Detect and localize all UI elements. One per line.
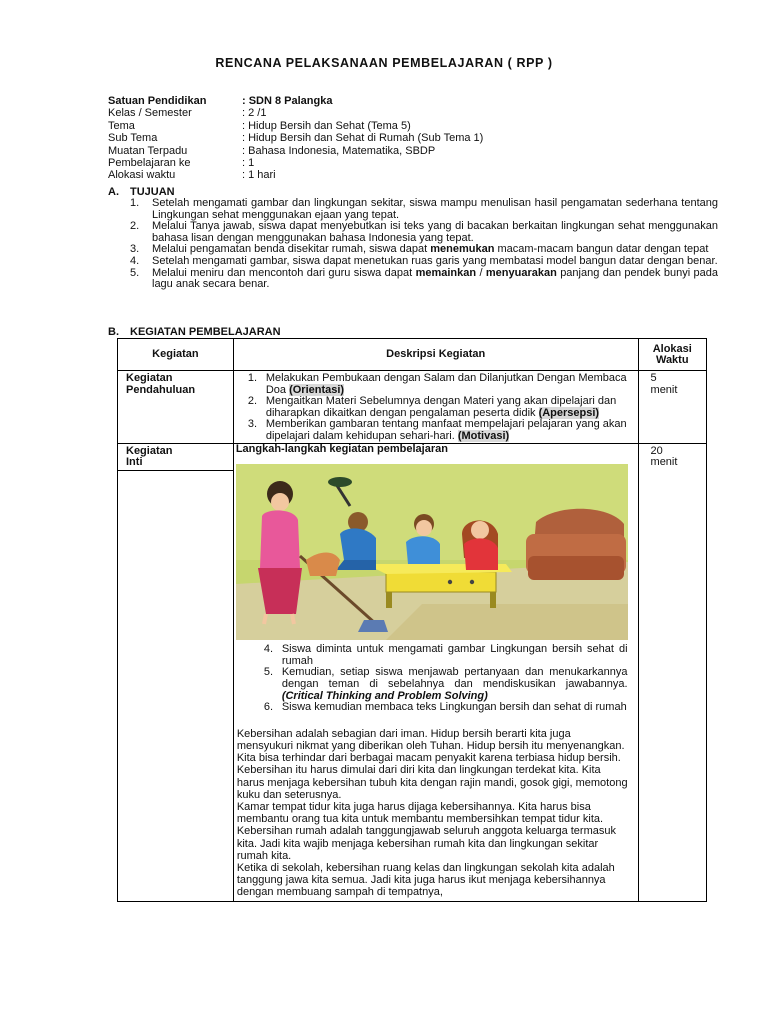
goals-list [130, 198, 718, 291]
family-cleaning-illustration [236, 464, 628, 640]
identity-row: Muatan Terpadu : Bahasa Indonesia, Matematika, SBDP [108, 144, 436, 157]
list-item: 1. Melakukan Pembukaan dengan Salam dan Dilanjutkan Dengan Membaca Doa (Orientasi) [247, 372, 627, 396]
identity-row: Alokasi waktu : 1 hari [108, 169, 276, 182]
section-b-heading: B. KEGIATAN PEMBELAJARAN [108, 326, 281, 338]
label-inti: Kegiatan Inti [118, 443, 234, 901]
list-item: 2. Mengaitkan Materi Sebelumnya dengan Materi yang akan dipelajari dan diharapkan dikaitkan dengan pengalaman peserta didik (Apersepsi) [247, 395, 617, 419]
header-kegiatan: Kegiatan [118, 339, 234, 371]
time-inti: 20 menit [638, 443, 706, 901]
goal-item: 2. Melalui Tanya jawab, siswa dapat menyebutkan isi teks yang di bacakan berkaitan lingkungan sehat menggunakan bahasa lisan dengan menggunakan bahasa Indonesia yang tepat. [130, 220, 718, 244]
list-item: 5. Kemudian, setiap siswa menjawab pertanyaan dan menukarkannya dengan teman di sebelahnya dan mendiskusikan jawabannya. (Critical Thinking and Problem Solving) [263, 666, 628, 702]
page-title: RENCANA PELAKSANAAN PEMBELAJARAN ( RPP ) [215, 56, 553, 70]
goal-item: 3. Melalui pengamatan benda disekitar rumah, siswa dapat menemukan macam-macam bangun datar dengan tepat [130, 243, 709, 256]
identity-block [108, 95, 483, 182]
list-item: 6. Siswa kemudian membaca teks Lingkungan bersih dan sehat di rumah [263, 701, 627, 714]
goal-item: 4. Setelah mengamati gambar, siswa dapat menetukan ruas garis yang membatasi model bangun datar dengan benar. [130, 254, 718, 267]
section-a-heading: A. TUJUAN [108, 186, 175, 198]
identity-row: Tema : Hidup Bersih dan Sehat (Tema 5) [108, 119, 411, 132]
reading-paragraph: Ketika di sekolah, kebersihan ruang kelas dan lingkungan sekolah kita adalah tanggung jawa kita semua. Jadi kita juga harus ikut menjaga kebersihannya dengan membuang sampah di tempatnya, [236, 861, 615, 899]
reading-paragraph: Kebersihan adalah sebagian dari iman. Hidup bersih berarti kita juga mensyukuri nikmat yang diberikan oleh Tuhan. Hidup bersih itu menyenangkan. [236, 727, 625, 752]
identity-row: Sub Tema : Hidup Bersih dan Sehat di Rumah (Sub Tema 1) [108, 132, 484, 145]
header-alokasi: Alokasi Waktu [638, 339, 706, 371]
activity-table [117, 338, 707, 902]
header-deskripsi: Deskripsi Kegiatan [233, 339, 638, 371]
table-row-pendahuluan [118, 371, 707, 444]
table-row-inti [118, 443, 707, 901]
goal-item: 5. Melalui meniru dan mencontoh dari guru siswa dapat memainkan / menyuarakan panjang dan pendek bunyi pada lagu anak secara benar. [130, 266, 719, 291]
pendahuluan-description [233, 371, 638, 444]
list-item: 3. Memberikan gambaran tentang manfaat mempelajari pelajaran yang akan dipelajari dalam kehidupan sehari-hari. (Motivasi) [247, 418, 627, 442]
table-header-row [118, 339, 707, 371]
inti-heading: Langkah-langkah kegiatan pembelajaran [235, 442, 448, 455]
list-item: 4. Siswa diminta untuk mengamati gambar Lingkungan bersih sehat di rumah [263, 643, 628, 667]
inti-description [233, 443, 638, 901]
reading-paragraph: Kita bisa terhindar dari berbagai macam penyakit karena terbiasa hidup bersih. Kebersihan itu harus dimulai dari diri kita dan lingkungan terdekat kita. Kita harus menjaga kebersihan tubuh kita dengan rajin mandi, gosok gigi, memotong kuku dan seterusnya. [236, 752, 628, 801]
reading-text [234, 714, 638, 901]
label-pendahuluan: Kegiatan Pendahuluan [118, 371, 234, 444]
identity-row: Satuan Pendidikan : SDN 8 Palangka [108, 95, 333, 107]
goal-item: 1. Setelah mengamati gambar dan lingkungan sekitar, siswa mampu menulisan hasil pengamatan sederhana tentang Lingkungan sehat menggunakan ejaan yang tepat. [130, 197, 718, 221]
time-pendahuluan: 5 menit [638, 371, 706, 444]
identity-row: Pembelajaran ke : 1 [108, 157, 255, 170]
identity-row: Kelas / Semester : 2 /1 [108, 107, 267, 120]
reading-paragraph: Kamar tempat tidur kita juga harus dijaga kebersihannya. Kita harus bisa membantu orang tua kita untuk membantu membersihkan tempat tidur kita. Kebersihan rumah adalah tanggungjawab seluruh anggota keluarga termasuk kita. Jadi kita wajib menjaga kebersihan rumah kita dan lingkungan sekitar rumah kita. [236, 800, 616, 862]
